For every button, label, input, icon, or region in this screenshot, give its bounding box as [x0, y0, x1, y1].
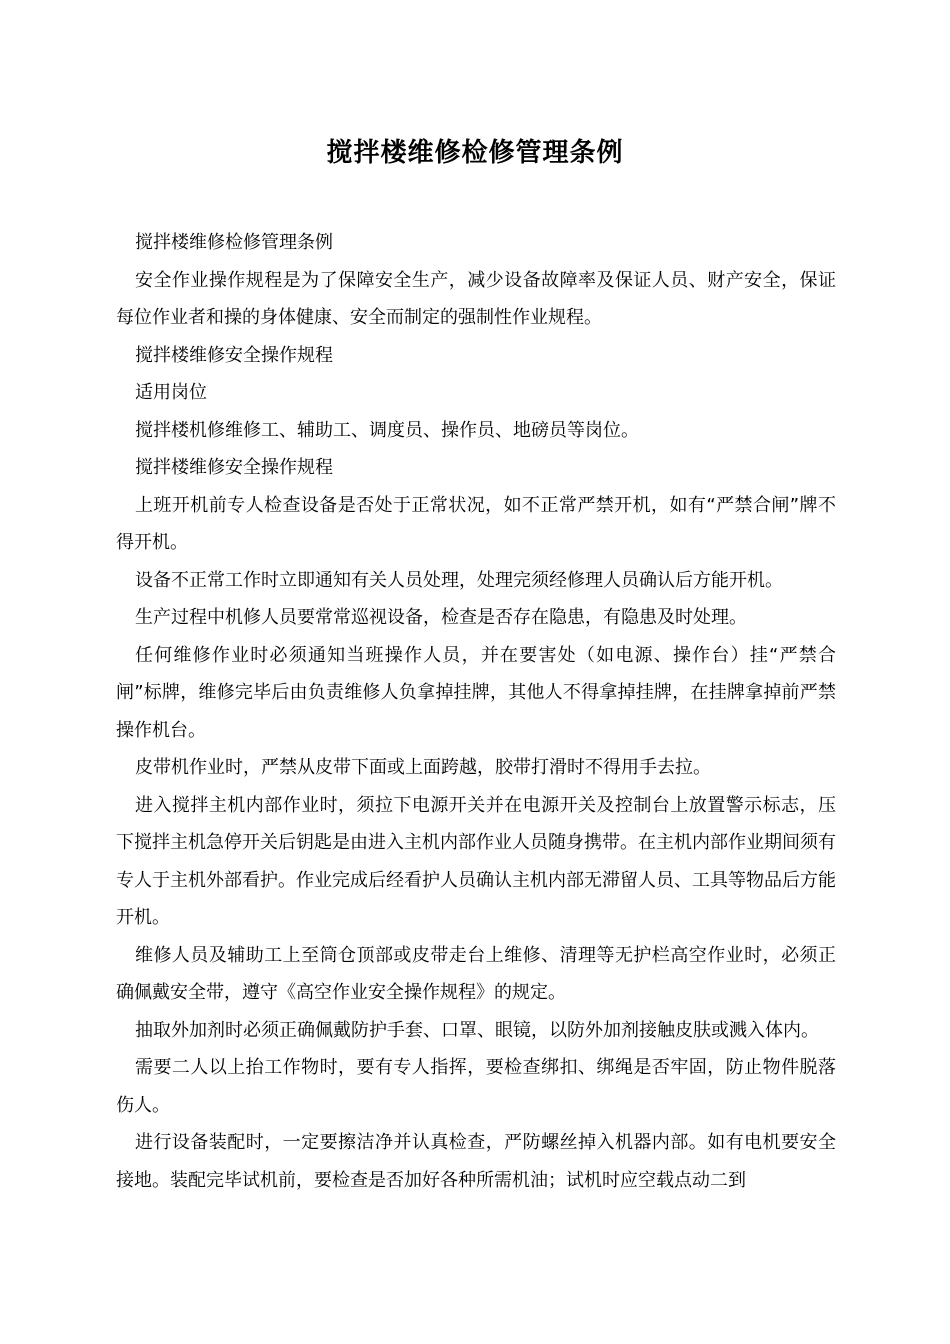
rule-paragraph: 进入搅拌主机内部作业时，须拉下电源开关并在电源开关及控制台上放置警示标志，压下搅拌主机急停开关后钥匙是由进入主机内部作业人员随身携带。在主机内部作业期间须有专人于主机外部看护。作业完成后经看护人员确认主机内部无滞留人员、工具等物品后方能开机。 — [116, 794, 836, 928]
section-heading-applicable-posts: 适用岗位 — [135, 382, 207, 403]
rule-paragraph: 设备不正常工作时立即通知有关人员处理，处理完须经修理人员确认后方能开机。 — [135, 569, 783, 591]
section-heading-safety-rules-2: 搅拌楼维修安全操作规程 — [135, 457, 333, 478]
rule-paragraph: 进行设备装配时，一定要擦洁净并认真检查，严防螺丝掉入机器内部。如有电机要安全接地。装配完毕试机前，要检查是否加好各种所需机油；试机时应空载点动二到 — [116, 1132, 836, 1191]
document-body — [116, 224, 836, 1199]
paragraph-applicable-posts: 搅拌楼机修维修工、辅助工、调度员、操作员、地磅员等岗位。 — [135, 419, 639, 441]
paragraph-heading-repeat: 搅拌楼维修检修管理条例 — [135, 232, 333, 253]
document-title: 搅拌楼维修检修管理条例 — [326, 138, 624, 168]
rule-paragraph: 生产过程中机修人员要常常巡视设备，检查是否存在隐患，有隐患及时处理。 — [135, 607, 747, 628]
section-heading-safety-rules: 搅拌楼维修安全操作规程 — [135, 344, 333, 366]
rule-paragraph: 皮带机作业时，严禁从皮带下面或上面跨越，胶带打滑时不得用手去拉。 — [135, 757, 711, 778]
rule-paragraph: 上班开机前专人检查设备是否处于正常状况，如不正常严禁开机，如有“严禁合闸”牌不得开机。 — [116, 494, 836, 553]
rule-paragraph: 需要二人以上抬工作物时，要有专人指挥，要检查绑扣、绑绳是否牢固，防止物件脱落伤人。 — [116, 1057, 836, 1116]
rule-paragraph: 维修人员及辅助工上至筒仓顶部或皮带走台上维修、清理等无护栏高空作业时，必须正确佩戴安全带，遵守《高空作业安全操作规程》的规定。 — [116, 944, 836, 1003]
rule-paragraph: 抽取外加剂时必须正确佩戴防护手套、口罩、眼镜，以防外加剂接触皮肤或溅入体内。 — [135, 1019, 819, 1041]
paragraph-purpose: 安全作业操作规程是为了保障安全生产，减少设备故障率及保证人员、财产安全，保证每位作业者和操的身体健康、安全而制定的强制性作业规程。 — [116, 269, 836, 328]
rule-paragraph: 任何维修作业时必须通知当班操作人员，并在要害处（如电源、操作台）挂“严禁合闸”标牌，维修完毕后由负责维修人负拿掉挂牌，其他人不得拿掉挂牌，在挂牌拿掉前严禁操作机台。 — [116, 644, 836, 741]
